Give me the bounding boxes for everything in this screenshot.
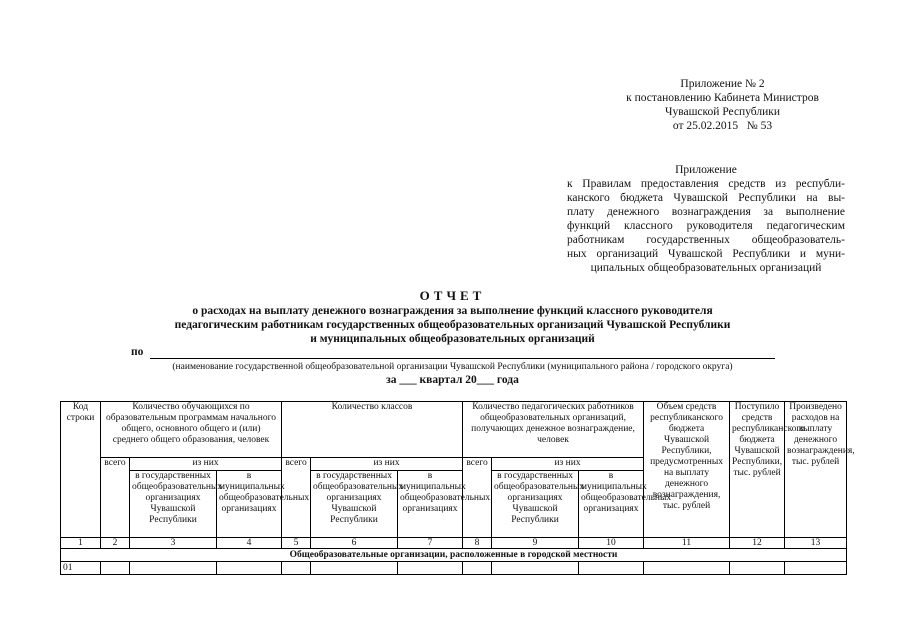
- table-cell[interactable]: [311, 562, 398, 575]
- column-number: 9: [492, 538, 579, 549]
- table-cell[interactable]: [282, 562, 311, 575]
- appendix-2-line: от 25.02.2015 № 53: [672, 120, 773, 132]
- column-number: 5: [282, 538, 311, 549]
- header-expenses: Произведено расходов на выплату денежного вознаграждения, тыс. рублей: [785, 402, 847, 538]
- table-row: [61, 562, 847, 575]
- organization-note: (наименование государственной общеобразовательной организации Чувашской Республики (муниципального района / городского округа): [172, 362, 733, 372]
- appendix-2-header: [600, 77, 845, 133]
- header-students: Количество обучающихся по образовательным программам начального общего, основного общего и (или) среднего общего образования, человек: [101, 402, 282, 458]
- appendix-2-line: к постановлению Кабинета Министров: [626, 92, 819, 104]
- appendix-line: ципальных общеобразовательных организаций: [590, 262, 822, 274]
- appendix-line: функций классного руководителя педагогическим: [567, 220, 845, 232]
- appendix-line: работникам государственных общеобразователь-: [567, 234, 845, 246]
- header-municipal-orgs: в муниципальных общеобразовательных организациях: [579, 471, 644, 538]
- report-subtitle-line: о расходах на выплату денежного вознаграждения за выполнение функций классного руководителя: [192, 305, 713, 317]
- column-number: 13: [785, 538, 847, 549]
- appendix-line: канского бюджета Чувашской Республики на вы-: [567, 192, 845, 204]
- column-number: 2: [101, 538, 130, 549]
- header-classes: Количество классов: [282, 402, 463, 458]
- appendix-line: к Правилам предоставления средств из республи-: [567, 178, 845, 190]
- header-code: Код строки: [61, 402, 101, 538]
- table-cell[interactable]: [579, 562, 644, 575]
- row-code: 01: [61, 562, 101, 575]
- table-cell[interactable]: [130, 562, 217, 575]
- section-header: Общеобразовательные организации, расположенные в городской местности: [61, 549, 847, 562]
- appendix-line: плату денежного вознаграждения за выполнение: [567, 206, 845, 218]
- column-number: 11: [644, 538, 730, 549]
- header-teachers: Количество педагогических работников общеобразовательных организаций, получающих денежное вознаграждение, человек: [463, 402, 644, 458]
- table-cell[interactable]: [785, 562, 847, 575]
- header-municipal-orgs: в муниципальных общеобразовательных организациях: [398, 471, 463, 538]
- report-subtitle-line: педагогическим работникам государственных общеобразовательных организаций Чувашской Республики: [174, 319, 731, 331]
- header-of-which: из них: [311, 458, 463, 471]
- header-total: всего: [101, 458, 130, 538]
- report-title: ОТЧЕТ: [419, 288, 486, 303]
- header-state-orgs: в государственных общеобразовательных организациях Чувашской Республики: [130, 471, 217, 538]
- header-funds-volume: Объем средств республиканского бюджета Чувашской Республики, предусмотренных на выплату денежного вознаграждения, тыс. рублей: [644, 402, 730, 538]
- header-municipal-orgs: в муниципальных общеобразовательных организациях: [217, 471, 282, 538]
- column-number: 3: [130, 538, 217, 549]
- organization-input-line: [150, 358, 775, 359]
- table-cell[interactable]: [217, 562, 282, 575]
- header-of-which: из них: [130, 458, 282, 471]
- appendix-rules-header: [567, 163, 845, 275]
- report-table: [60, 401, 855, 575]
- appendix-line: ных организаций Чувашской Республики и муни-: [567, 248, 845, 260]
- header-state-orgs: в государственных общеобразовательных организациях Чувашской Республики: [311, 471, 398, 538]
- report-subtitle-line: и муниципальных общеобразовательных организаций: [310, 333, 595, 345]
- table-cell[interactable]: [492, 562, 579, 575]
- table-cell[interactable]: [730, 562, 785, 575]
- table-cell[interactable]: [101, 562, 130, 575]
- table-cell[interactable]: [644, 562, 730, 575]
- column-number: 12: [730, 538, 785, 549]
- column-number: 7: [398, 538, 463, 549]
- appendix-title: Приложение: [675, 164, 737, 176]
- header-funds-received: Поступило средств республиканского бюджета Чувашской Республики, тыс. рублей: [730, 402, 785, 538]
- column-number: 10: [579, 538, 644, 549]
- header-total: всего: [282, 458, 311, 538]
- column-number: 8: [463, 538, 492, 549]
- report-subtitle: [60, 304, 845, 346]
- header-total: всего: [463, 458, 492, 538]
- header-state-orgs: в государственных общеобразовательных организациях Чувашской Республики: [492, 471, 579, 538]
- table-cell[interactable]: [463, 562, 492, 575]
- column-number: 1: [61, 538, 101, 549]
- column-number: 4: [217, 538, 282, 549]
- organization-label: по: [131, 346, 144, 358]
- column-number: 6: [311, 538, 398, 549]
- appendix-2-line: Чувашской Республики: [664, 106, 781, 118]
- table-cell[interactable]: [398, 562, 463, 575]
- appendix-2-line: Приложение № 2: [680, 78, 765, 90]
- report-period: за ___ квартал 20___ года: [386, 374, 519, 386]
- header-of-which: из них: [492, 458, 644, 471]
